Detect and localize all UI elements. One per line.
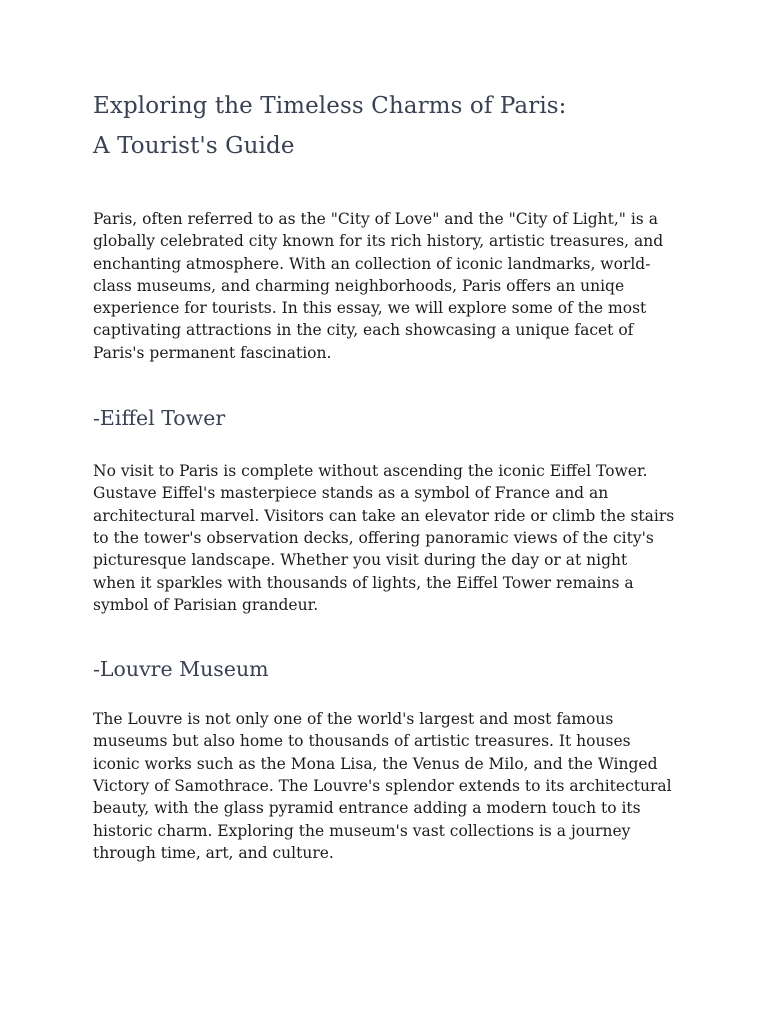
- document-page: [93, 86, 693, 864]
- section-heading-eiffel-tower: -Eiffel Tower: [93, 406, 226, 431]
- text-line: architectural marvel. Visitors can take an elevator ride or climb the stairs: [93, 506, 675, 525]
- text-line: class museums, and charming neighborhoods, Paris offers an uniqe: [93, 276, 625, 295]
- text-line: Gustave Eiffel's masterpiece stands as a symbol of France and an: [93, 484, 609, 503]
- text-line: beauty, with the glass pyramid entrance adding a modern touch to its: [93, 799, 641, 818]
- text-line: symbol of Parisian grandeur.: [93, 595, 319, 614]
- text-line: Paris's permanent fascination.: [93, 343, 332, 362]
- text-line: captivating attractions in the city, each showcasing a unique facet of: [93, 321, 634, 340]
- page-title: [93, 86, 693, 166]
- text-line: to the tower's observation decks, offering panoramic views of the city's: [93, 528, 654, 547]
- text-line: iconic works such as the Mona Lisa, the Venus de Milo, and the Winged: [93, 754, 658, 773]
- text-line: No visit to Paris is complete without ascending the iconic Eiffel Tower.: [93, 462, 648, 481]
- text-line: museums but also home to thousands of artistic treasures. It houses: [93, 732, 631, 751]
- text-line: through time, art, and culture.: [93, 843, 334, 862]
- text-line: globally celebrated city known for its rich history, artistic treasures, and: [93, 232, 664, 251]
- text-line: Paris, often referred to as the "City of Love" and the "City of Light," is a: [93, 210, 658, 228]
- text-line: enchanting atmosphere. With an collection of iconic landmarks, world-: [93, 254, 651, 273]
- text-line: experience for tourists. In this essay, we will explore some of the most: [93, 299, 647, 318]
- section-paragraph-louvre-museum: [93, 708, 693, 864]
- section-paragraph-eiffel-tower: [93, 460, 693, 616]
- text-line: when it sparkles with thousands of lights, the Eiffel Tower remains a: [93, 573, 634, 592]
- title-line: Exploring the Timeless Charms of Paris:: [93, 93, 567, 119]
- title-line: A Tourist's Guide: [93, 133, 295, 159]
- text-line: The Louvre is not only one of the world's largest and most famous: [93, 710, 614, 729]
- intro-paragraph: [93, 208, 693, 364]
- section-heading-louvre-museum: -Louvre Museum: [93, 657, 269, 682]
- text-line: historic charm. Exploring the museum's vast collections is a journey: [93, 821, 631, 840]
- text-line: Victory of Samothrace. The Louvre's splendor extends to its architectural: [93, 777, 672, 796]
- text-line: picturesque landscape. Whether you visit during the day or at night: [93, 551, 628, 570]
